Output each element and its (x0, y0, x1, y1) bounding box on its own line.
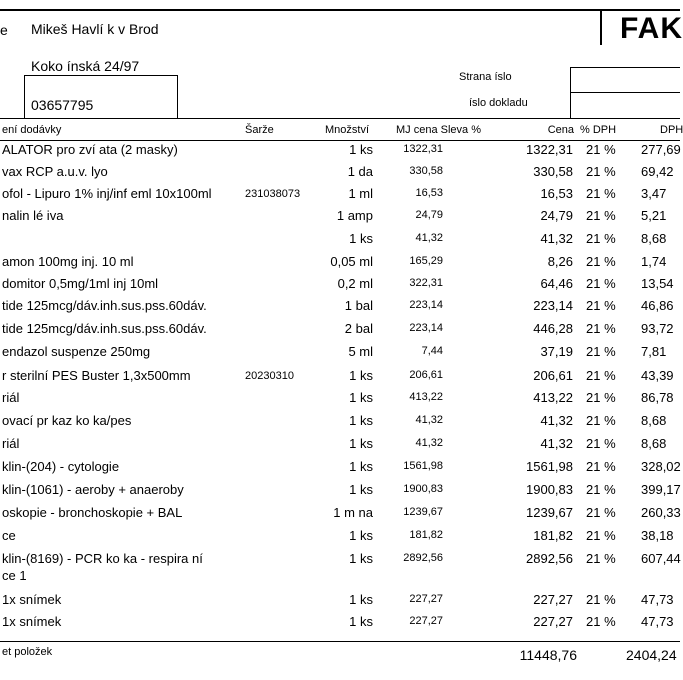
cell-unit-price: 413,22 (409, 391, 443, 403)
cell-vat: 1,74 (641, 254, 667, 269)
table-row (0, 459, 680, 481)
table-row (0, 321, 680, 343)
cell-vat: 8,68 (641, 231, 667, 246)
cell-vat-pct: 21 % (586, 142, 616, 157)
cell-unit-price: 165,29 (409, 255, 443, 267)
cell-vat: 328,02 (641, 459, 681, 474)
cell-vat: 46,86 (641, 298, 674, 313)
cell-name: amon 100mg inj. 10 ml (2, 254, 134, 269)
cell-qty: 1 ks (349, 413, 373, 428)
cell-unit-price: 181,82 (409, 529, 443, 541)
header-divider (600, 9, 602, 45)
table-row (0, 231, 680, 253)
column-header-unit-price: MJ cena Sleva % (396, 124, 481, 136)
cell-vat-pct: 21 % (586, 186, 616, 201)
table-row (0, 368, 680, 390)
table-top-border (0, 118, 680, 119)
cell-vat: 86,78 (641, 390, 674, 405)
cell-name: domitor 0,5mg/1ml inj 10ml (2, 276, 159, 291)
cell-name: riál (2, 390, 20, 405)
cell-qty: 1 ks (349, 551, 373, 566)
cell-price: 446,28 (533, 321, 573, 336)
cell-name: tide 125mcg/dáv.inh.sus.pss.60dáv. (2, 321, 207, 336)
supplier-ico: 03657795 (31, 97, 94, 113)
cell-name: klin-(1061) - aeroby + anaeroby (2, 482, 184, 497)
document-number-label: íslo dokladu (469, 97, 528, 109)
cell-unit-price: 41,32 (415, 414, 443, 426)
cell-price: 1322,31 (526, 142, 573, 157)
cell-name: endazol suspenze 250mg (2, 344, 151, 359)
cell-qty: 0,05 ml (330, 254, 373, 269)
cell-batch: 20230310 (245, 370, 294, 382)
cell-price: 37,19 (540, 344, 573, 359)
cell-vat: 13,54 (641, 276, 674, 291)
table-row (0, 614, 680, 636)
cell-price: 41,32 (540, 413, 573, 428)
cell-batch: 231038073 (245, 188, 301, 200)
cell-vat: 607,44 (641, 551, 681, 566)
cell-vat-pct: 21 % (586, 436, 616, 451)
page-number-label: Strana íslo (459, 71, 512, 83)
cell-qty: 1 ks (349, 368, 373, 383)
cell-qty: 1 ks (349, 482, 373, 497)
cell-price: 206,61 (533, 368, 573, 383)
table-row (0, 592, 680, 614)
cell-price: 24,79 (540, 208, 573, 223)
cell-vat-pct: 21 % (586, 614, 616, 629)
cell-unit-price: 2892,56 (403, 552, 443, 564)
cell-name: ovací pr kaz ko ka/pes (2, 413, 132, 428)
cell-vat: 93,72 (641, 321, 674, 336)
cell-price: 64,46 (540, 276, 573, 291)
cell-qty: 1 m na (333, 505, 373, 520)
cell-vat-pct: 21 % (586, 231, 616, 246)
cell-unit-price: 330,58 (409, 165, 443, 177)
cell-vat-pct: 21 % (586, 505, 616, 520)
cell-vat-pct: 21 % (586, 592, 616, 607)
column-header-qty: Množství (325, 124, 370, 136)
cell-name-continued: ce 1 (2, 568, 27, 583)
cell-qty: 1 amp (336, 208, 373, 223)
cell-qty: 1 ks (349, 592, 373, 607)
cell-vat: 277,69 (641, 142, 681, 157)
cell-price: 1239,67 (526, 505, 573, 520)
cell-qty: 1 ml (348, 186, 373, 201)
cell-unit-price: 1900,83 (403, 483, 443, 495)
top-border (0, 9, 680, 11)
cell-unit-price: 1561,98 (403, 460, 443, 472)
total-vat: 2404,24 (626, 647, 677, 663)
cell-price: 1900,83 (526, 482, 573, 497)
cell-price: 223,14 (533, 298, 573, 313)
table-row (0, 528, 680, 550)
column-header-vat-pct: % DPH (580, 124, 617, 136)
cell-vat-pct: 21 % (586, 254, 616, 269)
cell-qty: 2 bal (344, 321, 373, 336)
cell-qty: 1 ks (349, 390, 373, 405)
cell-vat-pct: 21 % (586, 321, 616, 336)
cell-unit-price: 223,14 (409, 322, 443, 334)
table-row (0, 436, 680, 458)
cell-price: 41,32 (540, 436, 573, 451)
table-row (0, 344, 680, 366)
cell-name: r sterilní PES Buster 1,3x500mm (2, 368, 191, 383)
cell-vat-pct: 21 % (586, 298, 616, 313)
cell-unit-price: 227,27 (409, 593, 443, 605)
table-row (0, 390, 680, 412)
cell-name: riál (2, 436, 20, 451)
cell-vat: 8,68 (641, 413, 667, 428)
cell-unit-price: 16,53 (415, 187, 443, 199)
table-row (0, 551, 681, 583)
cell-unit-price: 1239,67 (403, 506, 443, 518)
cell-qty: 1 da (347, 164, 373, 179)
table-row (0, 482, 680, 504)
cell-price: 8,26 (547, 254, 573, 269)
cell-qty: 1 ks (349, 436, 373, 451)
cell-vat-pct: 21 % (586, 276, 616, 291)
cell-vat: 8,68 (641, 436, 667, 451)
cell-vat: 3,47 (641, 186, 667, 201)
ico-box-right (177, 75, 178, 118)
cell-unit-price: 7,44 (421, 345, 443, 357)
cell-vat: 260,33 (641, 505, 681, 520)
cell-vat: 5,21 (641, 208, 667, 223)
cell-price: 41,32 (540, 231, 573, 246)
cell-name: nalin lé iva (2, 208, 64, 223)
table-row (0, 276, 680, 298)
cell-qty: 1 ks (349, 231, 373, 246)
table-row (0, 142, 680, 164)
cell-qty: 0,2 ml (337, 276, 373, 291)
cell-vat-pct: 21 % (586, 368, 616, 383)
supplier-address: Koko ínská 24/97 (31, 58, 140, 74)
ico-box-left (24, 75, 25, 118)
cell-vat-pct: 21 % (586, 390, 616, 405)
cell-vat: 47,73 (641, 614, 674, 629)
cell-qty: 1 bal (344, 298, 373, 313)
cell-vat-pct: 21 % (586, 482, 616, 497)
cell-vat: 47,73 (641, 592, 674, 607)
cell-qty: 1 ks (349, 142, 373, 157)
cell-vat-pct: 21 % (586, 413, 616, 428)
cell-name: oskopie - bronchoskopie + BAL (2, 505, 183, 520)
cell-qty: 1 ks (349, 528, 373, 543)
cell-price: 227,27 (533, 614, 573, 629)
cell-price: 227,27 (533, 592, 573, 607)
cell-vat-pct: 21 % (586, 208, 616, 223)
table-header-bottom-border (0, 140, 680, 141)
cell-name: tide 125mcg/dáv.inh.sus.pss.60dáv. (2, 298, 207, 313)
cell-vat: 69,42 (641, 164, 674, 179)
cell-name: 1x snímek (2, 614, 62, 629)
cell-unit-price: 1322,31 (403, 143, 443, 155)
cell-vat-pct: 21 % (586, 551, 616, 566)
table-row (0, 164, 680, 186)
cell-vat: 38,18 (641, 528, 674, 543)
cell-price: 16,53 (540, 186, 573, 201)
cell-unit-price: 41,32 (415, 437, 443, 449)
cell-unit-price: 227,27 (409, 615, 443, 627)
column-header-name: ení dodávky (2, 124, 62, 136)
cell-unit-price: 206,61 (409, 369, 443, 381)
cell-vat: 399,17 (641, 482, 681, 497)
cell-unit-price: 41,32 (415, 232, 443, 244)
column-header-price: Cena (547, 124, 574, 136)
cell-price: 181,82 (533, 528, 573, 543)
cell-price: 1561,98 (526, 459, 573, 474)
column-header-batch: Šarže (245, 124, 274, 136)
item-count-label: et položek (2, 646, 53, 658)
cell-price: 413,22 (533, 390, 573, 405)
header-label-prefix: e (0, 22, 8, 38)
cell-unit-price: 223,14 (409, 299, 443, 311)
supplier-name: Mikeš Havlí k v Brod (31, 21, 159, 37)
field-box-left (570, 67, 571, 118)
cell-qty: 1 ks (349, 459, 373, 474)
total-price: 11448,76 (519, 647, 577, 663)
table-row (0, 413, 680, 435)
cell-name: ALATOR pro zví ata (2 masky) (2, 142, 178, 157)
cell-vat: 7,81 (641, 344, 667, 359)
table-row (0, 186, 680, 208)
table-bottom-border (0, 641, 680, 642)
table-row (0, 208, 680, 230)
cell-name: vax RCP a.u.v. lyo (2, 164, 108, 179)
field-box-mid (570, 92, 680, 93)
cell-vat-pct: 21 % (586, 164, 616, 179)
cell-name: 1x snímek (2, 592, 62, 607)
cell-vat: 43,39 (641, 368, 674, 383)
table-row (0, 254, 680, 276)
field-box-top (570, 67, 680, 68)
column-header-vat: DPH (660, 124, 683, 136)
cell-name: ofol - Lipuro 1% inj/inf eml 10x100ml (2, 186, 212, 201)
cell-qty: 1 ks (349, 614, 373, 629)
cell-vat-pct: 21 % (586, 344, 616, 359)
cell-qty: 5 ml (348, 344, 373, 359)
cell-vat-pct: 21 % (586, 528, 616, 543)
table-row (0, 505, 680, 527)
cell-price: 2892,56 (526, 551, 573, 566)
cell-price: 330,58 (533, 164, 573, 179)
cell-name: klin-(8169) - PCR ko ka - respira ní (2, 551, 203, 566)
cell-name: ce (2, 528, 16, 543)
table-row (0, 298, 680, 320)
ico-box-top (24, 75, 178, 76)
document-title: FAK (620, 12, 683, 45)
cell-vat-pct: 21 % (586, 459, 616, 474)
cell-unit-price: 322,31 (409, 277, 443, 289)
cell-name: klin-(204) - cytologie (2, 459, 120, 474)
cell-unit-price: 24,79 (415, 209, 443, 221)
